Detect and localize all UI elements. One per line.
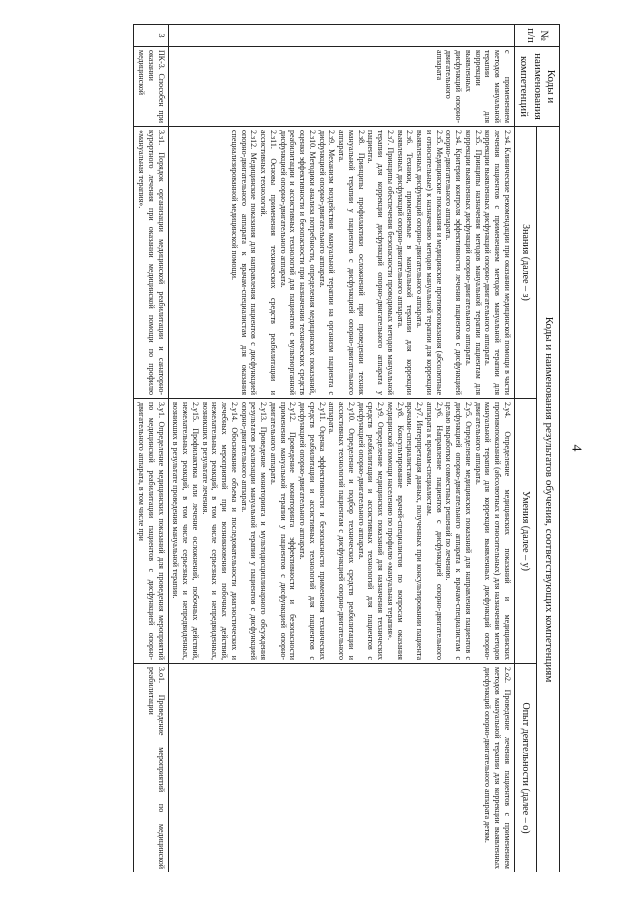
row-number: 3 <box>134 25 168 47</box>
rotated-table-container <box>32 24 560 872</box>
knowledge-item: 2.з7. Принципы обеспечения безопасности проводимых методов мануальной терапии для коррекции дисфункций опорно-двигательного аппарата у пациента. <box>366 130 395 395</box>
table-row <box>168 25 514 873</box>
skills-item: 2.у9. Определение медицинских показаний для назначения технических средств реабилитации и ассистивных технологий для пациентов с дисфункцией опорно-двигательного аппарата. <box>356 402 386 660</box>
skills-item: 2.у6. Направление пациентов с дисфункцией опорно-двигательного аппарата к врачам-специалистам. <box>424 402 444 660</box>
header-num: № п/п <box>514 25 559 47</box>
knowledge-item: 2.з4. Критерии контроля эффективности лечения пациентов с дисфункцией опорно-двигательного аппарата. <box>444 130 464 395</box>
header-competence: Коды и наименования компетенций <box>514 47 559 127</box>
row-competence: с применением методов мануальной терапии для коррекции выявленных дисфункций опорно-двигательного аппарата <box>168 47 514 127</box>
knowledge-item: 2.з11. Основы применения технических средств реабилитации и ассистивных технологий. <box>259 130 278 395</box>
header-knowledge: Знания (далее – з) <box>514 127 536 399</box>
skills-item: 2.у4. Определение медицинских показаний и медицинских противопоказаний (абсолютных и относительных) для назначения методов мануальной терапии для коррекции выявленных дисфункций опорно-двигательного аппарата. <box>473 402 512 660</box>
knowledge-item: 2.з5. Принципы назначения методов мануальной терапии пациентам для коррекции выявленных дисфункций опорно-двигательного аппарата. <box>463 130 483 395</box>
row-number <box>168 25 514 47</box>
skills-item: 2.у7. Интерпретация данных, полученных при консультировании пациента врачами-специалистами. <box>405 402 425 660</box>
page-number: 4 <box>568 444 584 452</box>
skills-item: 2.у8. Консультирование врачей-специалистов по вопросам оказания медицинской помощи населению по профилю «мануальная терапия». <box>385 402 405 660</box>
knowledge-item: 2.з6. Техники, применяемые в мануальной терапии для коррекции выявленных дисфункций опорно-двигательного аппарата. <box>395 130 415 395</box>
header-results-group: Коды и наименования результатов обучения, соответствующих компетенциям <box>536 127 559 873</box>
skills-item: 2.у5. Определение медицинских показаний для направления пациентов с дисфункцией опорно-двигательного аппарата к врачам-специалистам с целью выработки совместных решений по лечению. <box>444 402 473 660</box>
skills-item: 2.у10. Определение и подбор технических средств реабилитации и ассистивных технологий пациентам с дисфункцией опорно-двигательного аппарата. <box>327 402 356 660</box>
table-body <box>134 25 515 873</box>
row-experience: 2.о2. Проведение лечения пациентов с применением методов мануальной терапии для коррекции выявленных дисфункций опорно-двигательного аппарата детям. <box>168 664 514 873</box>
skills-item: 2.у15. Профилактика или лечение осложнений, побочных действий, нежелательных реакций, в том числе серьезных и непредвиденных, возникших в результате проведения мануальной терапии. <box>171 402 200 660</box>
knowledge-item: 2.з12. Медицинские показания для направления пациентов с дисфункцией опорно-двигательного аппарата к врачам-специалистам для оказания специализированной медицинской помощи. <box>229 130 259 395</box>
knowledge-item: 2.з4. Клинические рекомендации при оказании медицинской помощи в части лечения пациентов с применением методов мануальной терапии для коррекции выявленных дисфункций опорно-двигательного аппарата. <box>483 130 512 395</box>
row-skills <box>168 399 514 664</box>
knowledge-item: 3.з1. Порядок организации медицинской реабилитации и санаторно-курортного лечения при оказании медицинской помощи по профилю «мануальная терапия». <box>137 130 166 395</box>
skills-item: 2.у11. Оценка эффективности и безопасности применения технических средств реабилитации и ассистивных технологий для пациентов с дисфункцией опорно-двигательного аппарата. <box>298 402 327 660</box>
table-row <box>134 25 168 873</box>
skills-item: 2.у12. Проведение мониторинга эффективности и безопасности применения мануальной терапии у пациентов с дисфункцией опорно-двигательного аппарата. <box>268 402 298 660</box>
row-knowledge <box>168 127 514 399</box>
header-skills: Умения (далее – у) <box>514 399 536 664</box>
knowledge-item: 2.з9. Механизм воздействия мануальной терапии на организм пациента с дисфункцией опорно-двигательного аппарата. <box>317 130 337 395</box>
skills-item: 2.у13. Проведение мониторинга и мультидисциплинарного обсуждения результатов реализации мануальной терапии у пациентов с дисфункцией опорно-двигательного аппарата. <box>239 402 269 660</box>
row-experience: 3.о1. Проведение мероприятий по медицинской реабилитации <box>134 664 168 873</box>
knowledge-item: 2.з5. Медицинские показания и медицинские противопоказания (абсолютные и относительные) к назначению методов мануальной терапии для коррекции выявленных дисфункций опорно-двигательного аппарата. <box>415 130 444 395</box>
row-competence: ПК-3. Способен при оказании медицинской <box>134 47 168 127</box>
skills-item: 3.у1. Определение медицинских показаний для проведения мероприятий по медицинской реабилитации пациентов с дисфункцией опорно-двигательного аппарата, в том числе при <box>137 402 166 660</box>
row-skills <box>134 399 168 664</box>
knowledge-item: 2.з8. Принципы профилактики осложнений при проведении техник мануальной терапии у пациентов с дисфункцией опорно-двигательного аппарата. <box>337 130 366 395</box>
skills-item: 2.у14. Обоснование объема и последовательности диагностических и лечебных мероприятий при возникновении побочных действий, нежелательных реакций, в том числе серьезных и непредвиденных, возникших в результате лечения. <box>200 402 239 660</box>
knowledge-item: 2.з10. Методики анализа потребности, определения медицинских показаний, оценки эффективности и безопасности при назначении технических средств реабилитации и ассистивных технологий для пациентов с мультиорганной дисфункцией опорно-двигательного аппарата. <box>278 130 317 395</box>
competence-table <box>133 24 560 872</box>
header-experience: Опыт деятельности (далее – о) <box>514 664 536 873</box>
row-knowledge <box>134 127 168 399</box>
